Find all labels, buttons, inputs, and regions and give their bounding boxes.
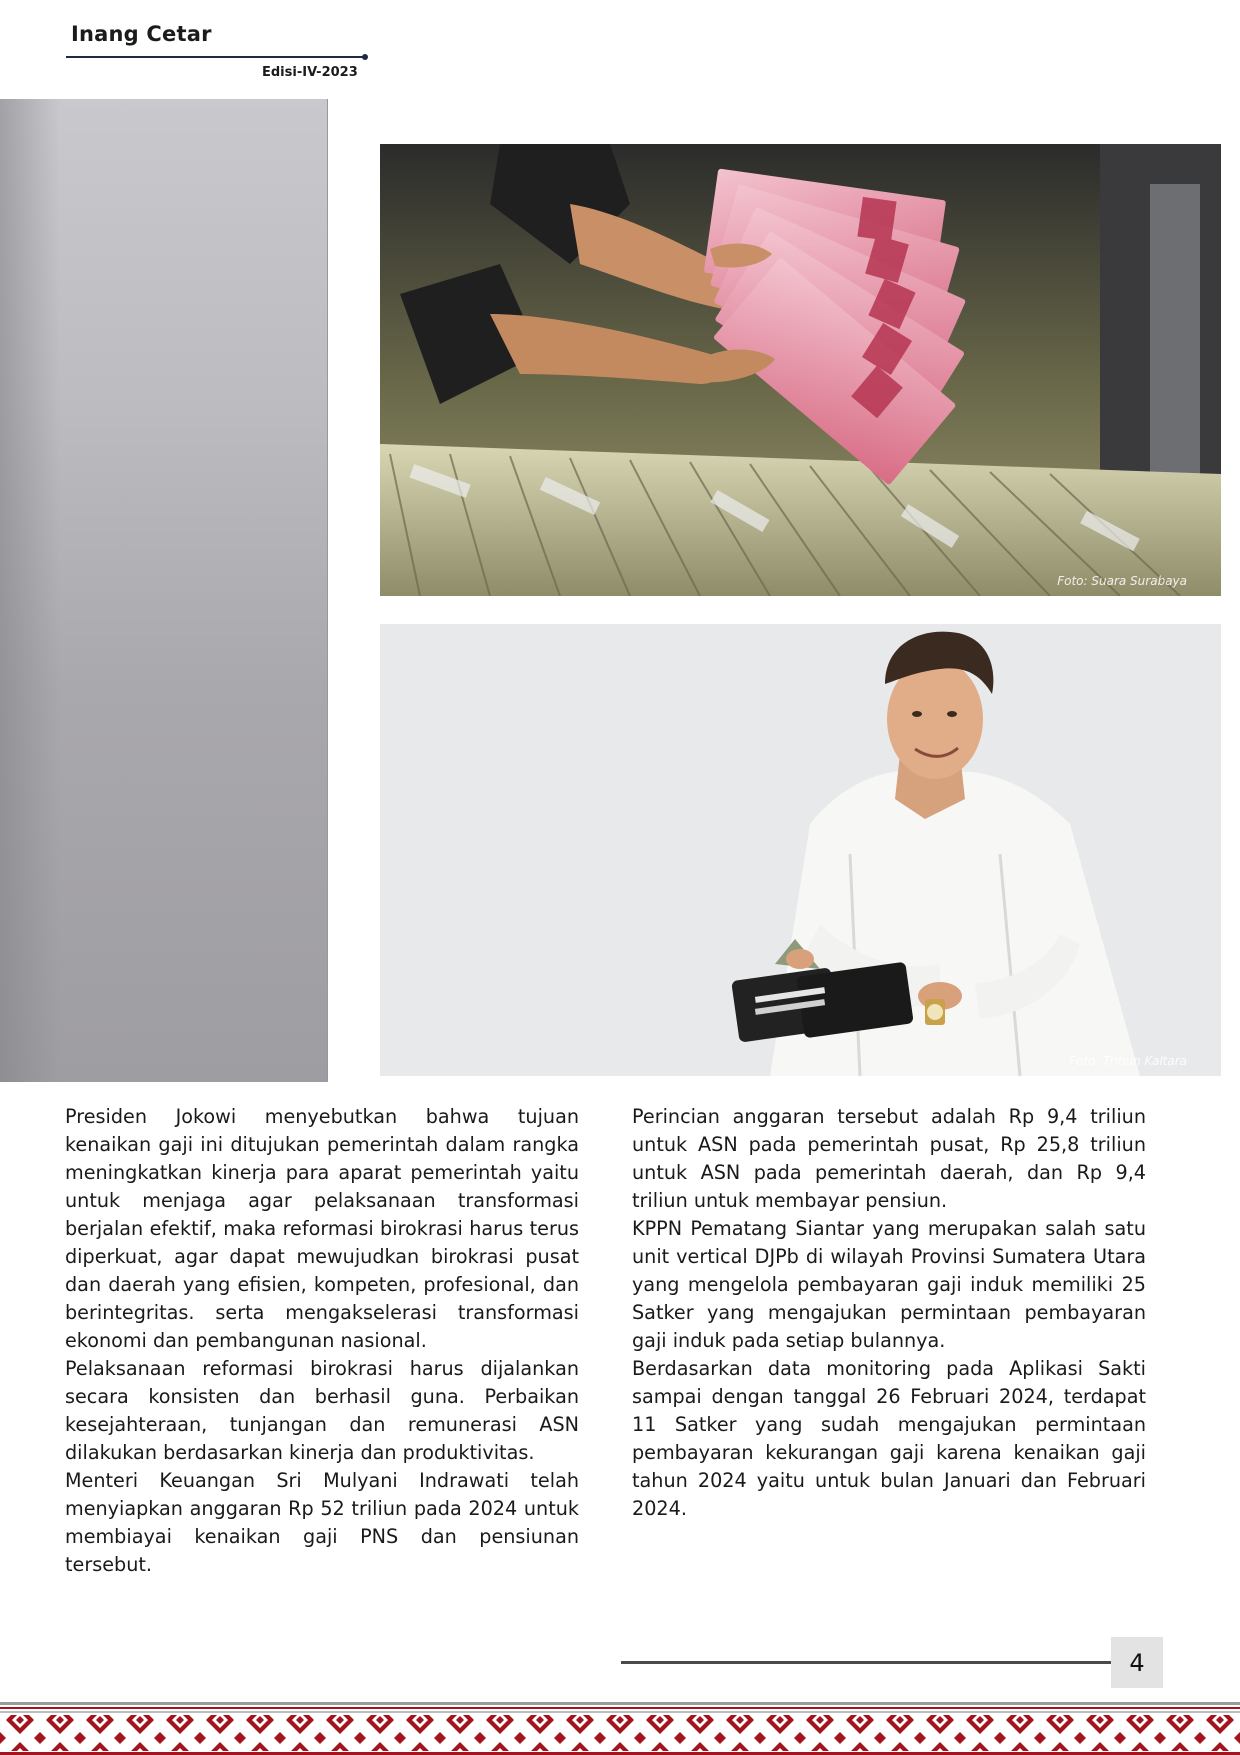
edition-label: Edisi-IV-2023	[262, 65, 358, 80]
header-title: Inang Cetar	[71, 22, 212, 46]
money-photo	[380, 144, 1221, 596]
article-paragraph: Pelaksanaan reformasi birokrasi harus dijalankan secara konsisten dan berhasil guna. Perbaikan kesejahteraan, tunjangan dan remunerasi ASN dilakukan berdasarkan kinerja dan produktivitas.	[65, 1357, 579, 1464]
article-paragraph: KPPN Pematang Siantar yang merupakan salah satu unit vertical DJPb di wilayah Provinsi Sumatera Utara yang mengelola pembayaran gaji induk memiliki 25 Satker yang mengajukan permintaan pembayaran gaji induk pada setiap bulannya.	[632, 1217, 1146, 1352]
ornament-border	[0, 1702, 1240, 1755]
left-grey-panel	[0, 99, 328, 1082]
man-wallet-illustration	[380, 624, 1221, 1076]
article-paragraph: Presiden Jokowi menyebutkan bahwa tujuan kenaikan gaji ini ditujukan pemerintah dalam rangka meningkatkan kinerja para aparat pemerintah yaitu untuk menjaga agar pelaksanaan transformasi berjalan efektif, maka reformasi birokrasi harus terus diperkuat, agar dapat mewujudkan birokrasi pusat dan daerah yang efisien, kompeten, profesional, dan berintegritas. serta mengakselerasi transformasi ekonomi dan pembangunan nasional.	[65, 1105, 579, 1352]
page-number: 4	[1111, 1637, 1163, 1688]
article-paragraph: Perincian anggaran tersebut adalah Rp 9,4 triliun untuk ASN pada pemerintah pusat, Rp 25,8 triliun untuk ASN pada pemerintah daerah, dan Rp 9,4 triliun untuk membayar pensiun.	[632, 1105, 1146, 1212]
man-photo-credit: Foto: Tribun Kaltara	[1069, 1054, 1187, 1068]
man-wallet-photo	[380, 624, 1221, 1076]
article-paragraph: Menteri Keuangan Sri Mulyani Indrawati telah menyiapkan anggaran Rp 52 triliun pada 2024 untuk membiayai kenaikan gaji PNS dan pensiunan tersebut.	[65, 1469, 579, 1576]
article-right-column	[632, 1103, 1146, 1523]
money-photo-credit: Foto: Suara Surabaya	[1057, 574, 1187, 588]
header-rule-dot	[362, 54, 368, 60]
article-paragraph: Berdasarkan data monitoring pada Aplikasi Sakti sampai dengan tanggal 26 Februari 2024, terdapat 11 Satker yang sudah mengajukan permintaan pembayaran kekurangan gaji karena kenaikan gaji tahun 2024 yaitu untuk bulan Januari dan Februari 2024.	[632, 1357, 1146, 1520]
header-rule	[66, 56, 365, 58]
footer-rule	[621, 1661, 1111, 1664]
article-left-column	[65, 1103, 579, 1579]
money-photo-illustration	[380, 144, 1221, 596]
